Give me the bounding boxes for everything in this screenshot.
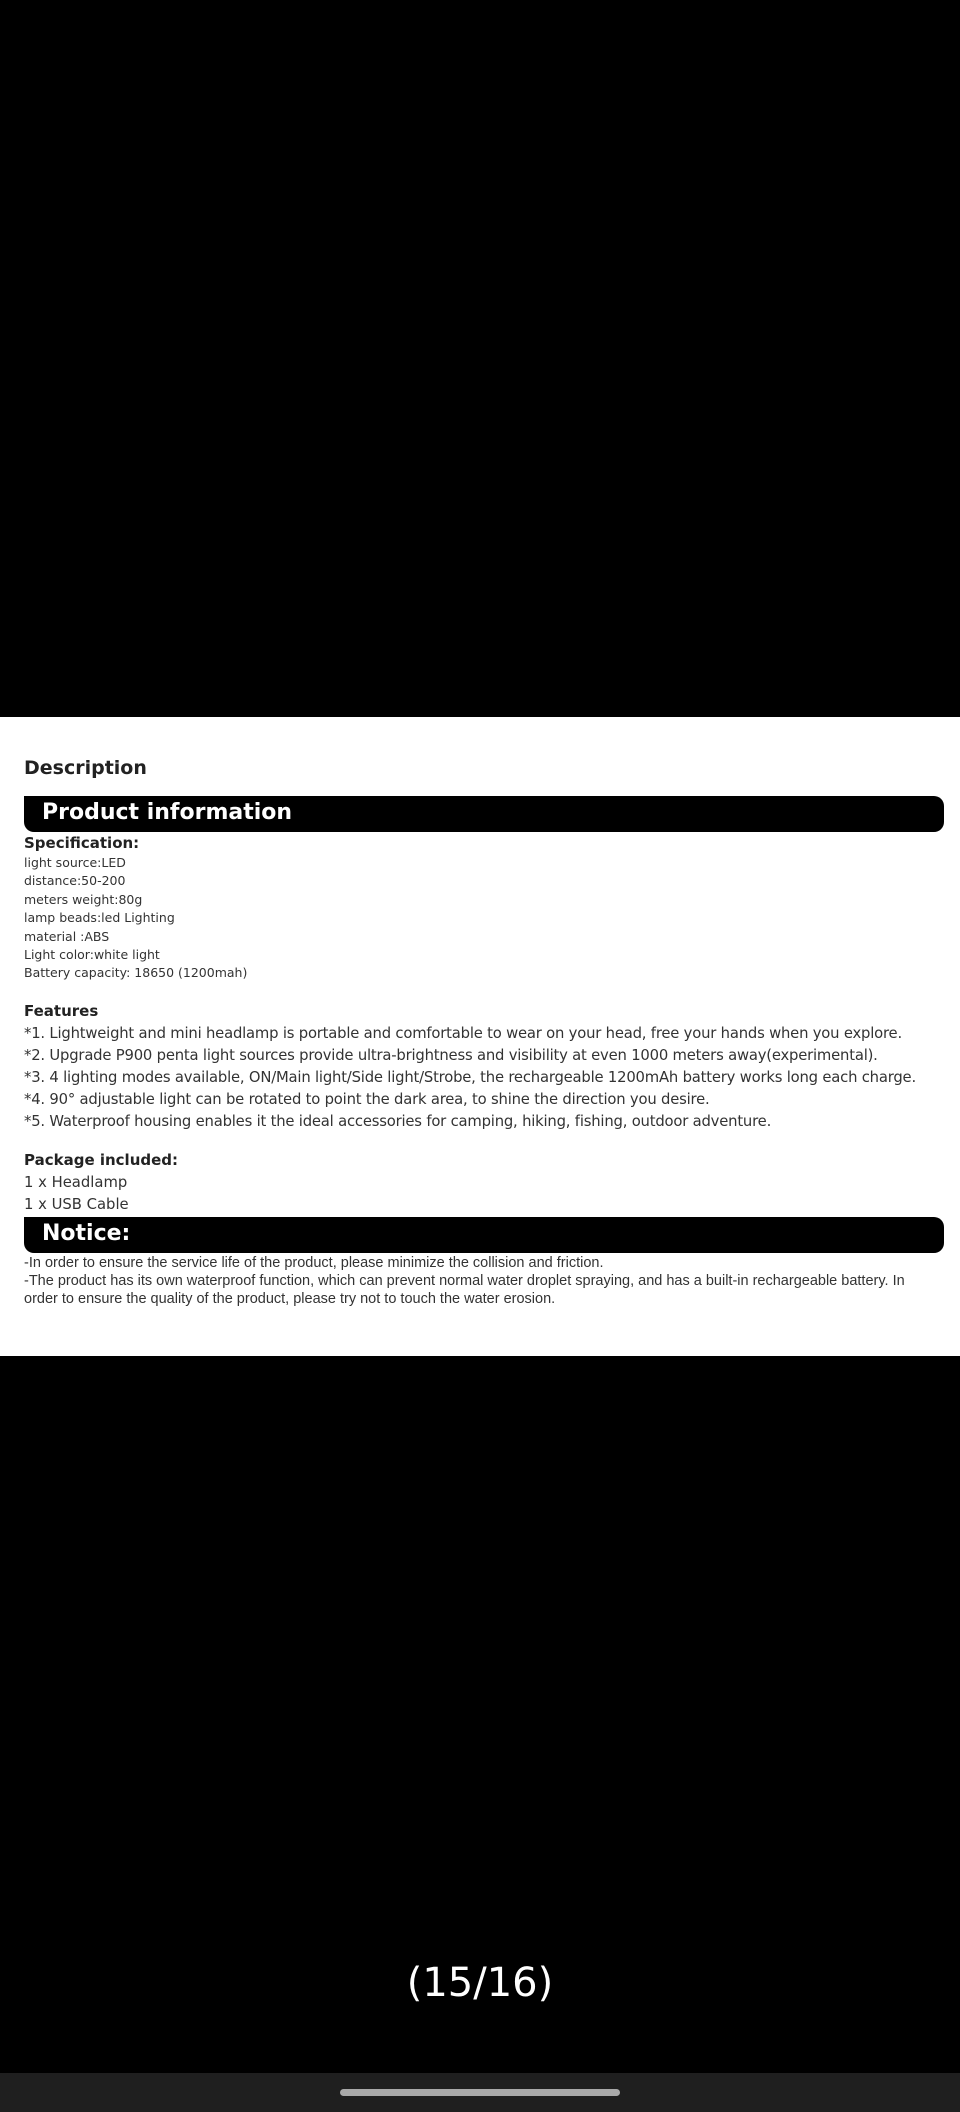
spec-item: Light color:white light: [24, 947, 160, 963]
notice-line: -The product has its own waterproof function, which can prevent normal water droplet spraying, and has a built-in rechargeable battery. In order to ensure the quality of the product, please try not to touch the water erosion.: [24, 1273, 905, 1307]
spec-item: distance:50-200: [24, 873, 126, 889]
feature-item: *4. 90° adjustable light can be rotated to point the dark area, to shine the direction you desire.: [24, 1091, 710, 1108]
spec-item: material :ABS: [24, 928, 110, 944]
product-information-banner: [24, 796, 944, 832]
system-navigation-bar: [0, 2073, 960, 2112]
notice-banner: [24, 1217, 944, 1253]
features-title: Features: [24, 1002, 99, 1020]
spec-item: light source:LED: [24, 855, 126, 870]
package-item: 1 x Headlamp: [24, 1174, 128, 1191]
description-heading: Description: [24, 757, 147, 779]
feature-item: *3. 4 lighting modes available, ON/Main light/Side light/Strobe, the rechargeable 1200mAh battery works long each charge.: [24, 1069, 916, 1086]
page-counter: (15/16): [406, 1960, 554, 2006]
spec-item: meters weight:80g: [24, 891, 143, 907]
specification-list: [24, 854, 247, 983]
notice-title: Notice:: [42, 1221, 131, 1246]
spec-item: Battery capacity: 18650 (1200mah): [24, 965, 248, 981]
package-list: [24, 1172, 129, 1216]
features-list: [24, 1023, 916, 1133]
notice-line: -In order to ensure the service life of the product, please minimize the collision and friction.: [24, 1255, 604, 1271]
spec-item: lamp beads:led Lighting: [24, 910, 175, 926]
feature-item: *2. Upgrade P900 penta light sources provide ultra-brightness and visibility at even 1000 meters away(experimental).: [24, 1047, 878, 1064]
package-title: Package included:: [24, 1151, 179, 1169]
feature-item: *1. Lightweight and mini headlamp is portable and comfortable to wear on your head, free your hands when you explore.: [24, 1025, 902, 1042]
product-information-title: Product information: [42, 800, 293, 825]
notice-text: [24, 1254, 924, 1308]
package-item: 1 x USB Cable: [24, 1196, 129, 1213]
home-indicator[interactable]: [340, 2089, 620, 2096]
feature-item: *5. Waterproof housing enables it the ideal accessories for camping, hiking, fishing, outdoor adventure.: [24, 1113, 772, 1130]
image-viewer-backdrop-top: [0, 0, 960, 717]
specification-title: Specification:: [24, 834, 140, 852]
product-description-image[interactable]: [0, 717, 960, 1356]
